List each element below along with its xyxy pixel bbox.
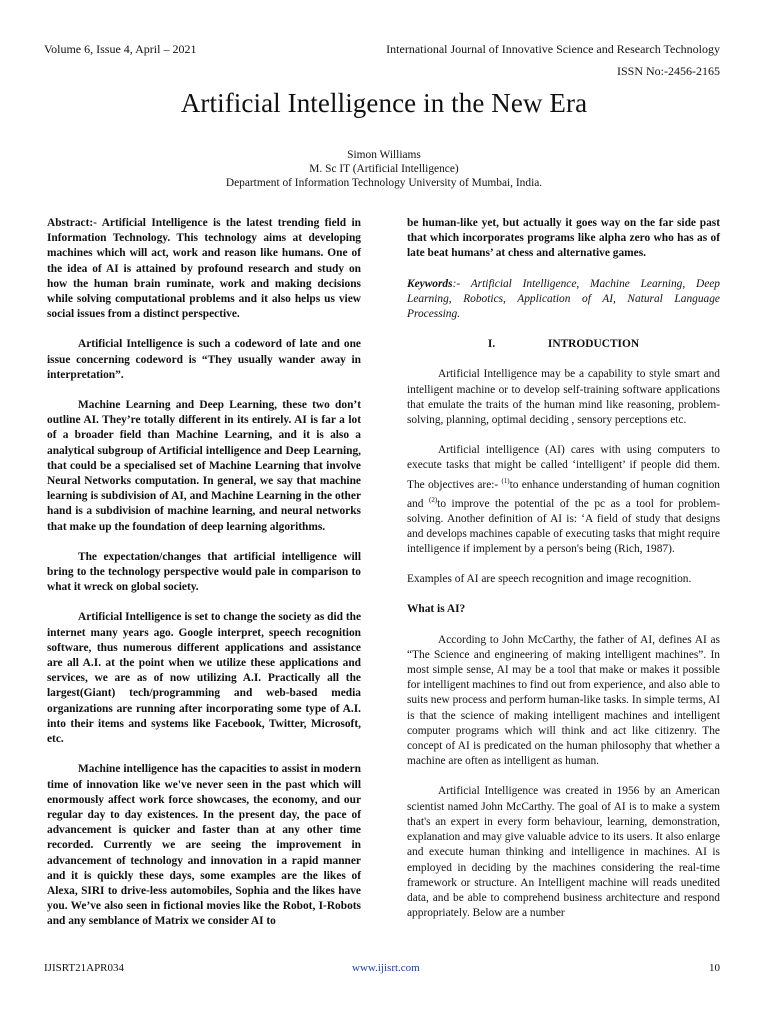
left-paragraph-4: Artificial Intelligence is set to change the society as did the internet many years ago. Google interpret, speech recognition software, thus numerous different applications and assistance are all A.I. at the point when we utilize these applications and services, we are as of now utilizing A.I. Practically all the largest(Giant) tech/programming and web-based media organizations are running after incorporating some type of A.I. into their items and systems like Facebook, Twitter, Microsoft, etc. xyxy=(47,611,361,746)
journal-issn: ISSN No:-2456-2165 xyxy=(616,64,720,78)
left-paragraph-3: The expectation/changes that artificial intelligence will bring to the technology perspective would pale in comparison to what it wreck on global society. xyxy=(47,550,361,594)
left-paragraph-2: Machine Learning and Deep Learning, these two don’t outline AI. They’re totally different in its entirely. AI is far a lot of a broader field than Machine Learning, and it is also a analytical subgroup of Artificial intelligence and Deep Learning, that could be a specialised set of Machine Learning that involve Neural Networks computation. In general, we say that machine learning is subdivision of AI, and Machine Learning in the other hand is a subdivision of machine learning, and neural networks that make up the foundation of deep learning algorithms. xyxy=(47,399,361,533)
abstract: Abstract:- Artificial Intelligence is the latest trending field in Information Technology. This technology aims at developing machines which will act, work and reason like humans. One of the idea of AI is attained by profound research and study on how the human brain ruminate, work and making decisions while solving computational problems and it also helps us view social issues from a distinct perspective. xyxy=(47,217,361,321)
keywords xyxy=(407,277,720,323)
section-title: INTRODUCTION xyxy=(547,338,640,351)
intro-paragraph-1: Artificial Intelligence may be a capability to style smart and intelligent machine or to develop self-training software applications that emulate the traits of the human mind like reasoning, problem-solving, planning, optimal deciding , sensory perceptions etc. xyxy=(407,368,720,427)
author-affiliation: Department of Information Technology University of Mumbai, India. xyxy=(225,177,543,189)
intro-p2-sup-2: (2) xyxy=(428,495,438,504)
intro-p2-part-c: to improve the potential of the pc as a tool for problem-solving. Another definition of AI is: ‘A field of study that designs and develops machines capable of executing tasks that might require intelligence if implement by a person's being (Rich, 1987). xyxy=(407,497,721,556)
what-is-ai-paragraph-1: According to John McCarthy, the father of AI, defines AI as “The Science and engineering of making intelligent machines”. In most simple sense, AI may be a tool that make or makes it possible for intelligent machines to find out from experience, and also able to suits new process and perform human-like tasks. In simple terms, AI is that the science of making intelligent machines and intelligent computer programs which will think and act like citizenry. The concept of AI is predicated on the human philosophy that whether a machine are often as intelligent as human. xyxy=(407,633,720,768)
left-paragraph-1: Artificial Intelligence is such a codeword of late and one issue concerning codeword is “They usually wander away in interpretation”. xyxy=(47,338,361,381)
journal-volume: Volume 6, Issue 4, April – 2021 xyxy=(44,42,197,56)
section-number: I. xyxy=(487,338,496,351)
paper-title: Artificial Intelligence in the New Era xyxy=(180,88,588,118)
author-degree: M. Sc IT (Artificial Intelligence) xyxy=(309,163,459,175)
keywords-label: Keywords xyxy=(407,277,453,290)
intro-p2-sup-1: (1) xyxy=(501,476,510,485)
journal-name: International Journal of Innovative Science and Research Technology xyxy=(386,42,720,56)
footer-url-link[interactable]: www.ijisrt.com xyxy=(352,962,420,974)
intro-p2-part-a: Artificial intelligence (AI) cares with using computers to execute tasks that might be called ‘intelligent’ if people did them. The objectives are:- xyxy=(407,444,720,491)
footer-page-number: 10 xyxy=(709,962,720,974)
left-paragraph-5: Machine intelligence has the capacities to assist in modern time of innovation like we've never seen in the past which will enormously affect work force showcases, the economy, and our regular day to day existences. In the present day, the pace of advancement is quicker and faster than at any other time recorded. Currently we are seeing the improvement in advancement of technology and innovation in a rapid manner and it is quickly these days, some examples are the likes of Alexa, SIRI to drive-less automobiles, Sophia and the likes have you. We’ve also seen in fictional movies like the Robot, I-Robots and any semblance of Matrix we consider AI to xyxy=(47,763,361,928)
right-paragraph-continued: be human-like yet, but actually it goes way on the far side past that which incorporates programs like alpha zero who has as of late beat humans’ at chess and alternative games. xyxy=(407,217,720,260)
keywords-text: :- Artificial Intelligence, Machine Learning, Deep Learning, Robotics, Application of AI, Natural Language Processing. xyxy=(407,277,720,321)
what-is-ai-heading: What is AI? xyxy=(407,603,466,616)
intro-paragraph-3: Examples of AI are speech recognition and image recognition. xyxy=(407,573,692,586)
intro-paragraph-2 xyxy=(407,443,720,557)
left-column xyxy=(47,216,361,930)
right-column xyxy=(407,216,720,921)
section-heading xyxy=(407,337,720,352)
what-is-ai-paragraph-2: Artificial Intelligence was created in 1956 by an American scientist named John McCarthy. The goal of AI is to make a system that's an expert in every form behaviour, learning, demonstration, explanation and may give valuable advice to its users. It also enlarge and execute human thinking and intelligence in machines. AI is employed in deciding by the machines considering the real-time framework or structure. An Intelligent machine will reads unedited data, and be able to comprehend business architecture and respond appropriately. Below are a number xyxy=(407,785,720,920)
intro-p2-part-b: to enhance understanding of human cognition and xyxy=(407,478,720,510)
footer-code: IJISRT21APR034 xyxy=(44,962,125,974)
author-name: Simon Williams xyxy=(347,149,421,161)
